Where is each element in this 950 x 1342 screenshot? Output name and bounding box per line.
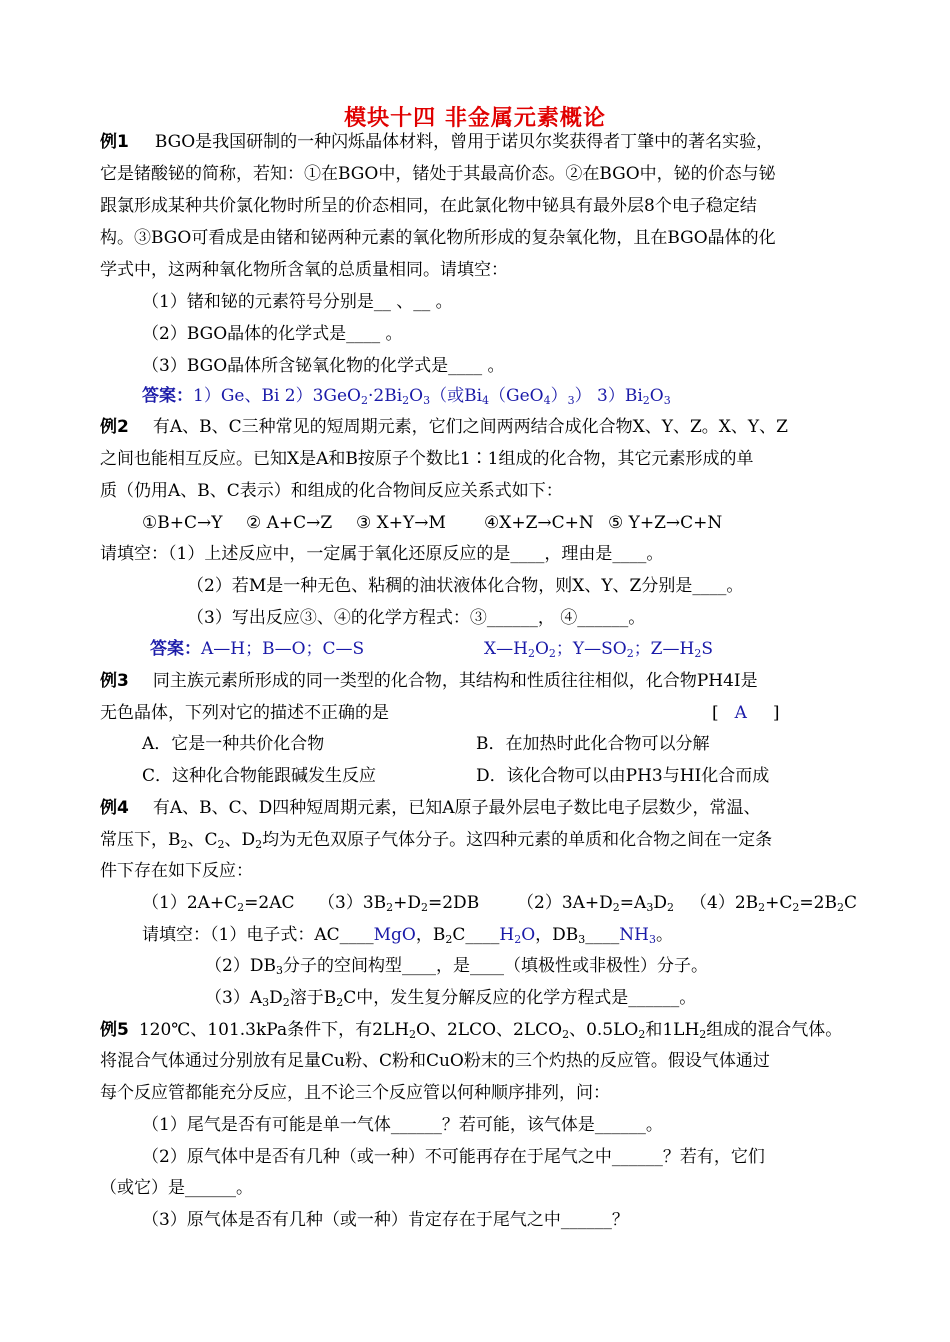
ex4-question-3: $(3)A_3D_2$溶于$B_2C$中，发生复分解反应的化学方程式是______。 [205, 988, 697, 1009]
ex2-line-1: 例2 有A、B、C三种常见的短周期元素，它们之间两两结合成化合物X、Y、Z。X、Y、Z [100, 417, 788, 437]
ex2-question-3: （3）写出反应③、④的化学方程式：③______， ④______。 [187, 608, 646, 628]
ex4-reaction-2: $(2)3A+D_2=A_3D_2$ [517, 893, 674, 914]
ex2-answer-label: 答案： [150, 639, 201, 659]
ex2-reaction-4: ④X+Z→C+N [484, 513, 594, 533]
ex1-text: BGO是我国研制的一种闪烁晶体材料，曾用于诺贝尔奖获得者丁肇中的著名实验， [154, 132, 774, 152]
ex1-answer-label: 答案： [142, 386, 193, 406]
ex5-line-2: 将混合气体通过分别放有足量Cu粉、C粉和CuO粉末的三个灼热的反应管。假设气体通过 [100, 1051, 770, 1071]
ex3-line-1: 例3 同主族元素所形成的同一类型的化合物，其结构和性质往往相似，化合物PH4I是 [100, 671, 758, 691]
ex3-answer: A [734, 703, 747, 723]
ex3-option-b: B．在加热时此化合物可以分解 [476, 734, 710, 754]
ex3-option-c: C．这种化合物能跟碱发生反应 [142, 766, 377, 786]
ex3-label: 例3 [100, 671, 129, 691]
ex2-reaction-1: ①B+C→Y [142, 513, 223, 533]
ex2-answer-formulas: $X—H_2O_2$；$Y—SO_2$；$Z—H_2S$ [484, 639, 713, 660]
ex2-line-2: 之间也能相互反应。已知X是A和B按原子个数比1∶1组成的化合物，其它元素形成的单 [100, 449, 754, 469]
ex2-question-1: 请填空：（1）上述反应中，一定属于氧化还原反应的是____，理由是____。 [100, 544, 664, 564]
ex1-question-3: （3）BGO晶体所含铋氧化物的化学式是____ 。 [142, 356, 505, 376]
ex2-reaction-3: ③ X+Y→M [356, 513, 446, 533]
ex2-label: 例2 [100, 417, 129, 437]
ex5-question-1: （1）尾气是否有可能是单一气体______？若可能，该气体是______。 [142, 1115, 663, 1135]
ex1-question-2: （2）BGO晶体的化学式是____ 。 [142, 324, 403, 344]
ex1-line-2: 它是锗酸铋的简称，若知：①在BGO中，锗处于其最高价态。②在BGO中，铋的价态与铋 [100, 164, 776, 184]
ex5-line-3: 每个反应管都能充分反应，且不论三个反应管以何种顺序排列，问： [100, 1083, 610, 1103]
ex3-line-2: 无色晶体，下列对它的描述不正确的是 [100, 703, 389, 723]
ex3-answer-bracket: [ A ] [712, 703, 780, 723]
ex1-line-5: 学式中，这两种氧化物所含氧的总质量相同。请填空： [100, 260, 508, 280]
ex2-reaction-2: ② A+C→Z [246, 513, 333, 533]
ex4-question-1: 请填空：（1）电子式：AC____MgO，$B_2C\_\_\_\_H_2O$，$DB_3\_\_\_\_NH_3$。 [142, 925, 673, 946]
ex4-label: 例4 [100, 798, 129, 818]
ex1-line-1 [100, 131, 773, 153]
ex2-answer: 答案：A—H；B—O；C—S [150, 639, 365, 659]
ex4-reaction-3: $(3)3B_2+D_2=2DB$ [318, 893, 480, 914]
ex4-reaction-4: $(4)2B_2+C_2=2B_2C$ [690, 893, 857, 914]
ex5-question-3: （3）原气体是否有几种（或一种）肯定存在于尾气之中______？ [142, 1210, 629, 1230]
ex5-question-2-cont: （或它）是______。 [100, 1178, 253, 1198]
ex4-reaction-1: $(1)2A+C_2=2AC$ [142, 893, 295, 914]
ex4-line-1: 例4 有A、B、C、D四种短周期元素，已知A原子最外层电子数比电子层数少，常温、 [100, 798, 761, 818]
ex5-line-1: 例5 120℃、101.3kPa条件下，有$2LH_2O$、2LCO、$2LCO_2$、$0.5LO_2$和$1LH_2$组成的混合气体。 [100, 1020, 843, 1041]
ex1-question-1: （1）锗和铋的元素符号分别是__ 、__ 。 [142, 292, 453, 312]
ex1-label: 例1 [100, 132, 129, 152]
ex5-question-2: （2）原气体中是否有几种（或一种）不可能再存在于尾气之中______？若有，它们 [142, 1147, 765, 1167]
ex1-answer: 答案：1）Ge、Bi $2)3GeO_2\cdot 2Bi_2O_3$（或$Bi_4(GeO_4)_3$） $3)Bi_2O_3$ [142, 386, 671, 407]
ex4-question-2: $(2)DB_3$分子的空间构型____，是____（填极性或非极性）分子。 [205, 956, 708, 977]
ex4-line-3: 件下存在如下反应： [100, 861, 253, 881]
ex2-reaction-5: ⑤ Y+Z→C+N [608, 513, 723, 533]
ex4-line-2: 常压下，$B_2$、$C_2$、$D_2$均为无色双原子气体分子。这四种元素的单质和化合物之间在一定条 [100, 830, 773, 851]
ex3-option-d: D．该化合物可以由PH3与HI化合而成 [476, 766, 770, 786]
ex1-line-3: 跟氯形成某种共价氯化物时所呈的价态相同，在此氯化物中铋具有最外层8个电子稳定结 [100, 196, 757, 216]
ex2-line-3: 质（仍用A、B、C表示）和组成的化合物间反应关系式如下： [100, 481, 563, 501]
page-title: 模块十四 非金属元素概论 [344, 106, 606, 131]
ex3-option-a: A．它是一种共价化合物 [142, 734, 325, 754]
ex1-line-4: 构。③BGO可看成是由锗和铋两种元素的氧化物所形成的复杂氧化物，且在BGO晶体的化 [100, 228, 776, 248]
ex2-question-2: （2）若M是一种无色、粘稠的油状液体化合物，则X、Y、Z分别是____。 [187, 576, 744, 596]
ex5-label: 例5 [100, 1020, 129, 1040]
